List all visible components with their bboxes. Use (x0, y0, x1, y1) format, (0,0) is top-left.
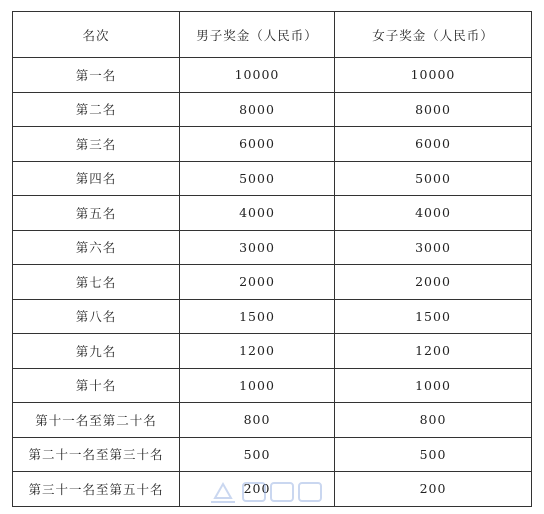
rank-cell: 第二十一名至第三十名 (13, 437, 180, 472)
women-prize-cell: 1200 (335, 334, 532, 369)
table-row (13, 403, 532, 438)
men-prize-cell: 4000 (180, 196, 335, 231)
men-prize-cell: 10000 (180, 58, 335, 93)
rank-cell: 第二名 (13, 92, 180, 127)
women-prize-cell: 2000 (335, 265, 532, 300)
men-prize-cell: 8000 (180, 92, 335, 127)
rank-cell: 第四名 (13, 161, 180, 196)
table-row (13, 127, 532, 162)
women-prize-cell: 6000 (335, 127, 532, 162)
rank-cell: 第十名 (13, 368, 180, 403)
men-prize-cell: 1500 (180, 299, 335, 334)
rank-cell: 第三名 (13, 127, 180, 162)
header-rank: 名次 (13, 12, 180, 58)
women-prize-cell: 800 (335, 403, 532, 438)
women-prize-cell: 4000 (335, 196, 532, 231)
table-row (13, 368, 532, 403)
women-prize-cell: 10000 (335, 58, 532, 93)
table-row (13, 299, 532, 334)
women-prize-cell: 1000 (335, 368, 532, 403)
women-prize-cell: 500 (335, 437, 532, 472)
men-prize-cell: 500 (180, 437, 335, 472)
rank-cell: 第十一名至第二十名 (13, 403, 180, 438)
rank-cell: 第五名 (13, 196, 180, 231)
women-prize-cell: 3000 (335, 230, 532, 265)
header-women-prize: 女子奖金（人民币） (335, 12, 532, 58)
men-prize-cell: 2000 (180, 265, 335, 300)
table-row (13, 265, 532, 300)
table-body (13, 58, 532, 507)
table-row (13, 58, 532, 93)
table-row (13, 230, 532, 265)
women-prize-cell: 5000 (335, 161, 532, 196)
men-prize-cell: 200 (180, 472, 335, 507)
women-prize-cell: 8000 (335, 92, 532, 127)
table-row (13, 196, 532, 231)
table-row (13, 161, 532, 196)
prize-table (12, 11, 532, 507)
table-row (13, 334, 532, 369)
header-men-prize: 男子奖金（人民币） (180, 12, 335, 58)
men-prize-cell: 3000 (180, 230, 335, 265)
men-prize-cell: 5000 (180, 161, 335, 196)
table-row (13, 437, 532, 472)
table-row (13, 472, 532, 507)
men-prize-cell: 1000 (180, 368, 335, 403)
rank-cell: 第六名 (13, 230, 180, 265)
table-row (13, 92, 532, 127)
rank-cell: 第九名 (13, 334, 180, 369)
men-prize-cell: 6000 (180, 127, 335, 162)
rank-cell: 第一名 (13, 58, 180, 93)
women-prize-cell: 1500 (335, 299, 532, 334)
rank-cell: 第八名 (13, 299, 180, 334)
rank-cell: 第七名 (13, 265, 180, 300)
rank-cell: 第三十一名至第五十名 (13, 472, 180, 507)
women-prize-cell: 200 (335, 472, 532, 507)
men-prize-cell: 800 (180, 403, 335, 438)
men-prize-cell: 1200 (180, 334, 335, 369)
header-row (13, 12, 532, 58)
